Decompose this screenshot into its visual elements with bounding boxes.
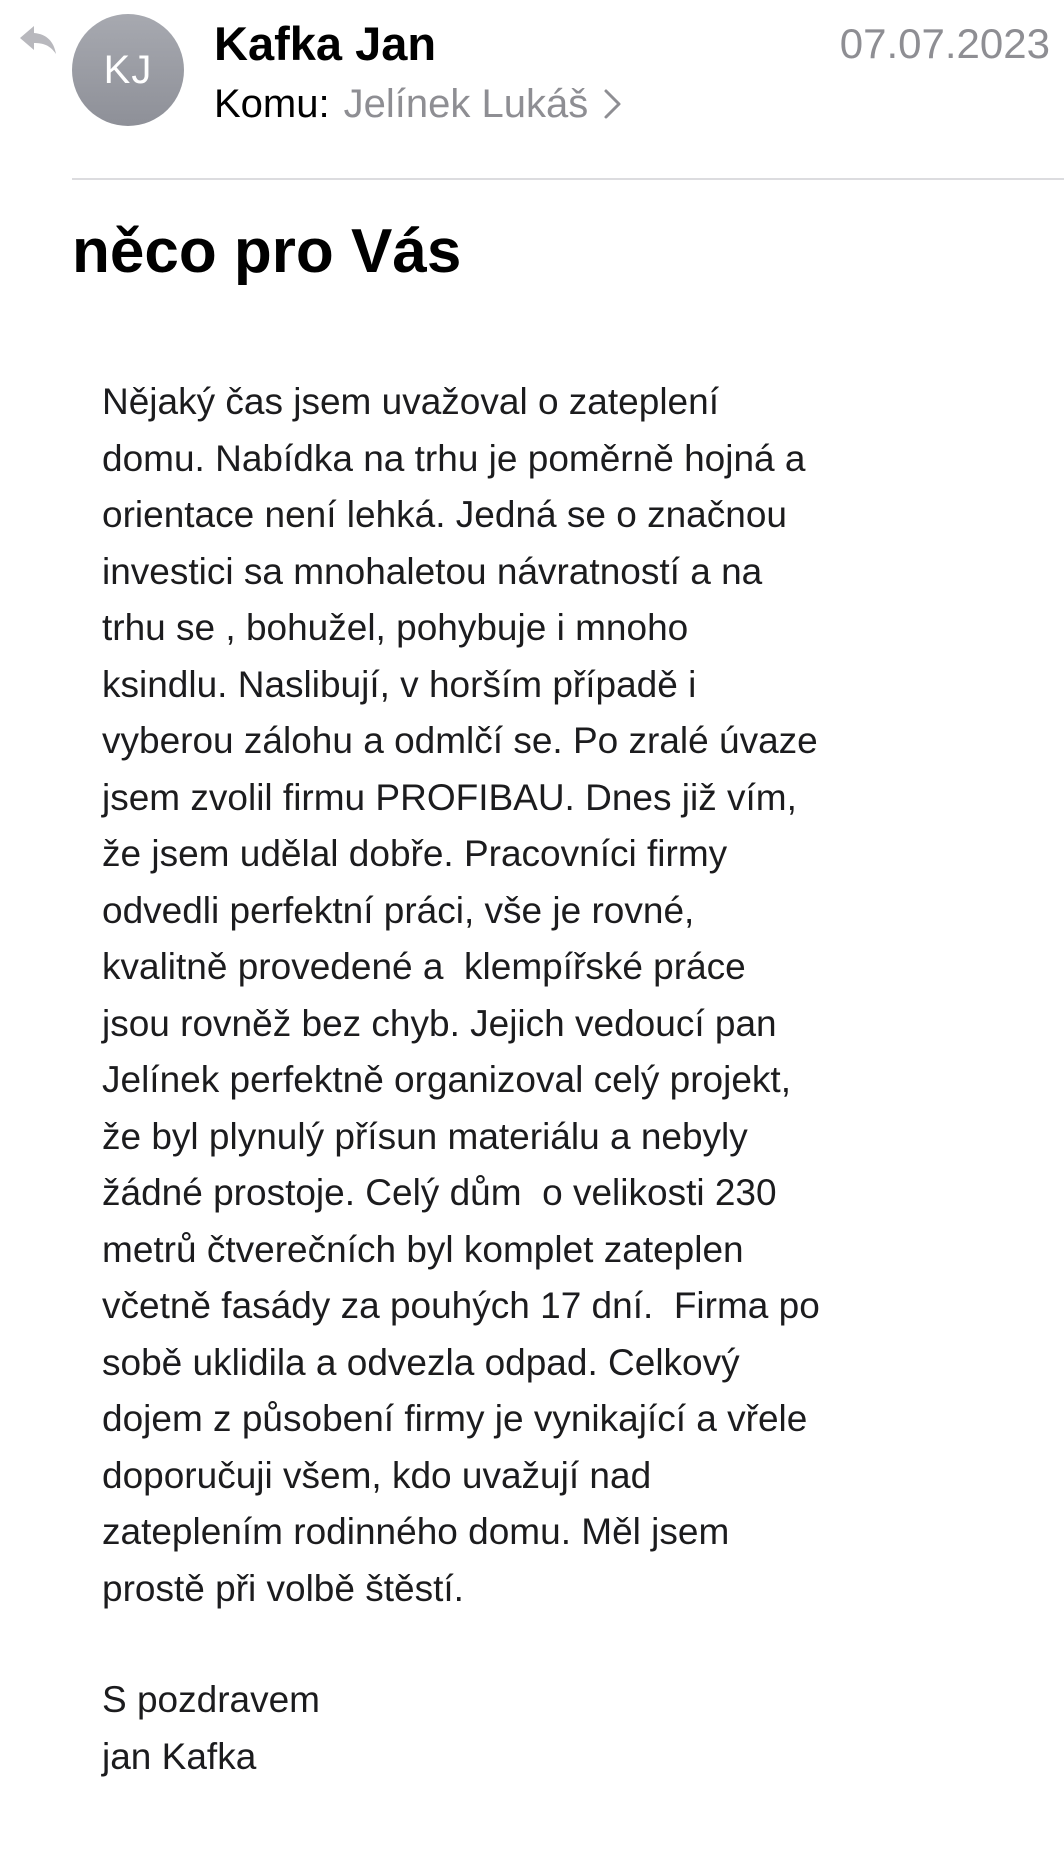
body-line: jsem zvolil firmu PROFIBAU. Dnes již vím, <box>102 776 797 818</box>
body-line: vyberou zálohu a odmlčí se. Po zralé úvaze <box>102 720 818 761</box>
body-line: orientace není lehká. Jedná se o značnou <box>102 494 787 535</box>
message-header <box>0 0 1064 180</box>
signature <box>102 1672 320 1785</box>
sender-avatar[interactable] <box>72 14 184 126</box>
chevron-right-icon[interactable] <box>602 88 624 120</box>
body-line: trhu se , bohužel, pohybuje i mnoho <box>102 607 689 648</box>
body-line: Nějaký čas jsem uvažoval o zateplení <box>102 381 719 422</box>
body-line: investici sa mnohaletou návratností a na <box>102 550 763 592</box>
body-line: odvedli perfektní práci, vše je rovné, <box>102 889 695 931</box>
message-date: 07.07.2023 <box>839 20 1050 67</box>
body-line: domu. Nabídka na trhu je poměrně hojná a <box>102 437 806 479</box>
body-line: zateplením rodinného domu. Měl jsem <box>102 1511 730 1552</box>
message-body <box>102 374 892 1617</box>
body-line: prostě při volbě štěstí. <box>102 1567 464 1609</box>
body-line: kvalitně provedené a klempířské práce <box>102 946 746 987</box>
reply-arrow-icon[interactable] <box>16 22 60 58</box>
body-line: včetně fasády za pouhých 17 dní. Firma po <box>102 1285 820 1326</box>
body-line: sobě uklidila a odvezla odpad. Celkový <box>102 1341 740 1383</box>
message-subject: něco pro Vás <box>72 217 462 286</box>
signature-greeting: S pozdravem <box>102 1679 320 1720</box>
to-label: Komu: <box>214 82 330 126</box>
body-line: že byl plynulý přísun materiálu a nebyly <box>102 1115 748 1157</box>
body-line: ksindlu. Naslibují, v horším případě i <box>102 663 697 705</box>
header-divider <box>72 178 1064 180</box>
recipient-line[interactable] <box>214 78 624 130</box>
body-line: metrů čtverečních byl komplet zateplen <box>102 1228 744 1270</box>
avatar-initials: KJ <box>103 47 153 92</box>
body-line: žádné prostoje. Celý dům o velikosti 230 <box>102 1172 777 1213</box>
signature-name: jan Kafka <box>102 1735 257 1777</box>
body-line: jsou rovněž bez chyb. Jejich vedoucí pan <box>102 1002 777 1044</box>
body-line: Jelínek perfektně organizoval celý projekt, <box>102 1059 791 1100</box>
body-line: dojem z působení firmy je vynikající a vřele <box>102 1398 808 1439</box>
recipient-name[interactable]: Jelínek Lukáš <box>343 82 589 126</box>
sender-name[interactable]: Kafka Jan <box>214 17 437 70</box>
body-line: že jsem udělal dobře. Pracovníci firmy <box>102 833 728 874</box>
body-line: doporučuji všem, kdo uvažují nad <box>102 1454 652 1496</box>
